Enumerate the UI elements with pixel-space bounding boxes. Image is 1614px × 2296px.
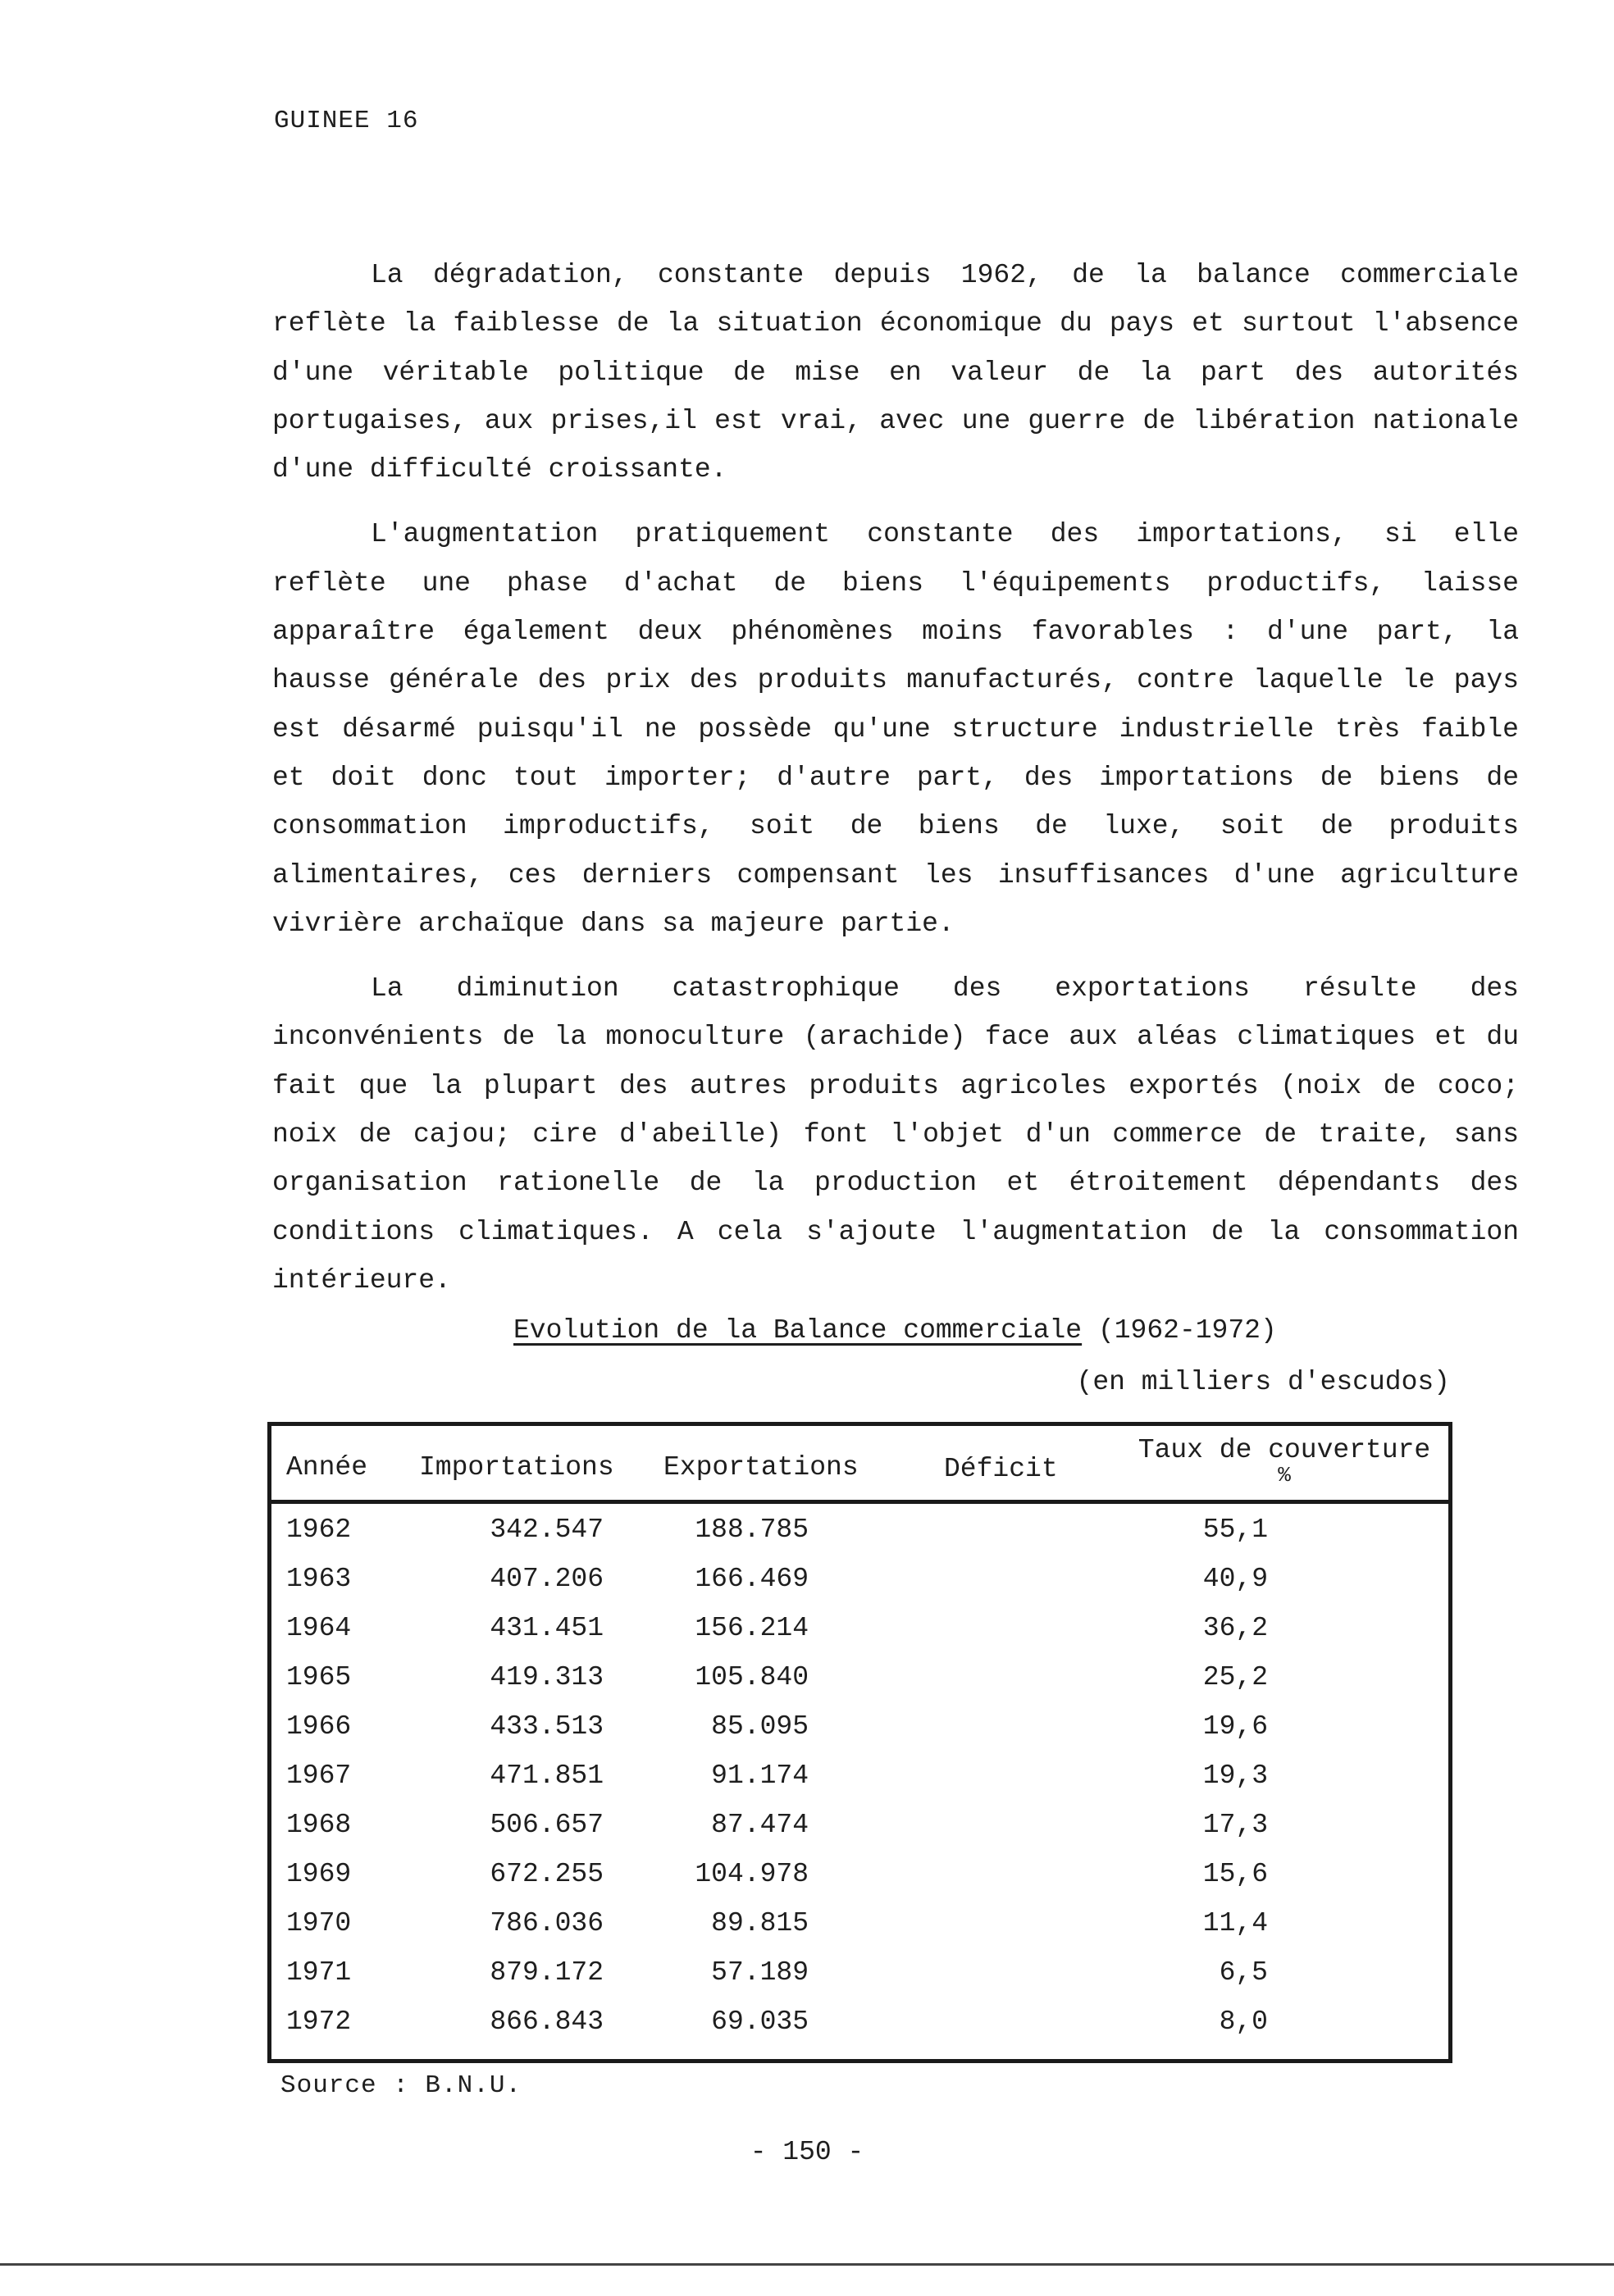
cell-imports: 433.513 bbox=[490, 1711, 604, 1742]
cell-imports: 471.851 bbox=[490, 1761, 604, 1791]
bottom-rule bbox=[0, 2263, 1614, 2266]
cell-coverage: 55,1 bbox=[1202, 1515, 1268, 1545]
column-header-coverage bbox=[1124, 1435, 1444, 1487]
cell-year: 1964 bbox=[286, 1613, 352, 1643]
cell-year: 1967 bbox=[286, 1761, 352, 1791]
column-header-imports: Importations bbox=[419, 1452, 614, 1483]
cell-exports: 85.095 bbox=[711, 1711, 809, 1742]
cell-imports: 879.172 bbox=[490, 1957, 604, 1988]
cell-coverage: 40,9 bbox=[1202, 1564, 1268, 1594]
cell-imports: 431.451 bbox=[490, 1613, 604, 1643]
table-body bbox=[271, 1515, 1448, 2056]
cell-year: 1968 bbox=[286, 1810, 352, 1840]
cell-coverage: 25,2 bbox=[1202, 1662, 1268, 1692]
cell-year: 1970 bbox=[286, 1908, 352, 1938]
table-row bbox=[271, 1613, 1448, 1662]
coverage-unit: % bbox=[1278, 1463, 1291, 1487]
cell-exports: 105.840 bbox=[695, 1662, 809, 1692]
page-number: - 150 - bbox=[750, 2137, 864, 2167]
table-title-text: Evolution de la Balance commerciale bbox=[513, 1315, 1083, 1346]
table-row bbox=[271, 1859, 1448, 1908]
cell-exports: 89.815 bbox=[711, 1908, 809, 1938]
cell-exports: 188.785 bbox=[695, 1515, 809, 1545]
cell-coverage: 8,0 bbox=[1219, 2007, 1268, 2037]
cell-year: 1962 bbox=[286, 1515, 352, 1545]
cell-coverage: 6,5 bbox=[1219, 1957, 1268, 1988]
cell-exports: 69.035 bbox=[711, 2007, 809, 2037]
table-row bbox=[271, 1957, 1448, 2007]
table-header-row bbox=[271, 1426, 1448, 1504]
table-row bbox=[271, 1761, 1448, 1810]
paragraph-3: La diminution catastrophique des exportations résulte des inconvénients de la monoculture (arachide) face aux aléas climatiques et du fait que la plupart des autres produits agricoles exportés (noix de coco; noix de cajou; cire d'abeille) font l'objet d'un commerce de traite, sans organisation rationelle de la production et étroitement dépendants des conditions climatiques. A cela s'ajoute l'augmentation de la consommation intérieure. bbox=[272, 973, 1519, 1296]
page-header: GUINEE 16 bbox=[274, 107, 419, 135]
cell-coverage: 36,2 bbox=[1202, 1613, 1268, 1643]
table-source: Source : B.N.U. bbox=[280, 2071, 522, 2100]
cell-imports: 672.255 bbox=[490, 1859, 604, 1889]
cell-imports: 786.036 bbox=[490, 1908, 604, 1938]
table-title bbox=[513, 1315, 1277, 1346]
cell-imports: 506.657 bbox=[490, 1810, 604, 1840]
cell-imports: 407.206 bbox=[490, 1564, 604, 1594]
cell-coverage: 19,3 bbox=[1202, 1761, 1268, 1791]
cell-year: 1966 bbox=[286, 1711, 352, 1742]
cell-exports: 156.214 bbox=[695, 1613, 809, 1643]
cell-imports: 419.313 bbox=[490, 1662, 604, 1692]
cell-exports: 57.189 bbox=[711, 1957, 809, 1988]
cell-exports: 91.174 bbox=[711, 1761, 809, 1791]
paragraph-1: La dégradation, constante depuis 1962, de la balance commerciale reflète la faiblesse de la situation économique du pays et surtout l'absence d'une véritable politique de mise en valeur de la part des autorités portugaises, aux prises,il est vrai, avec une guerre de libération nationale d'une difficulté croissante. bbox=[272, 260, 1519, 485]
cell-exports: 87.474 bbox=[711, 1810, 809, 1840]
cell-coverage: 17,3 bbox=[1202, 1810, 1268, 1840]
table-period: (1962-1972) bbox=[1097, 1315, 1277, 1346]
cell-year: 1971 bbox=[286, 1957, 352, 1988]
cell-exports: 104.978 bbox=[695, 1859, 809, 1889]
table-row bbox=[271, 1515, 1448, 1564]
cell-year: 1972 bbox=[286, 2007, 352, 2037]
cell-year: 1965 bbox=[286, 1662, 352, 1692]
cell-coverage: 19,6 bbox=[1202, 1711, 1268, 1742]
table-row bbox=[271, 1810, 1448, 1859]
table-row bbox=[271, 2007, 1448, 2056]
unit-note: (en milliers d'escudos) bbox=[1076, 1367, 1450, 1397]
table-row bbox=[271, 1711, 1448, 1761]
cell-imports: 866.843 bbox=[490, 2007, 604, 2037]
coverage-label: Taux de couverture bbox=[1138, 1435, 1431, 1465]
cell-coverage: 11,4 bbox=[1202, 1908, 1268, 1938]
cell-imports: 342.547 bbox=[490, 1515, 604, 1545]
trade-balance-table bbox=[267, 1422, 1452, 2063]
paragraph-2: L'augmentation pratiquement constante des importations, si elle reflète une phase d'achat de biens l'équipements productifs, laisse apparaître également deux phénomènes moins favorables : d'une part, la hausse générale des prix des produits manufacturés, contre laquelle le pays est désarmé puisqu'il ne possède qu'une structure industrielle très faible et doit donc tout importer; d'autre part, des importations de biens de consommation improductifs, soit de biens de luxe, soit de produits alimentaires, ces derniers compensant les insuffisances d'une agriculture vivrière archaïque dans sa majeure partie. bbox=[272, 519, 1519, 939]
cell-year: 1963 bbox=[286, 1564, 352, 1594]
table-row bbox=[271, 1908, 1448, 1957]
column-header-year: Année bbox=[286, 1452, 368, 1483]
cell-year: 1969 bbox=[286, 1859, 352, 1889]
cell-exports: 166.469 bbox=[695, 1564, 809, 1594]
table-row bbox=[271, 1662, 1448, 1711]
body-text bbox=[272, 251, 1519, 1321]
table-row bbox=[271, 1564, 1448, 1613]
column-header-deficit: Déficit bbox=[944, 1454, 1058, 1484]
column-header-exports: Exportations bbox=[663, 1452, 859, 1483]
cell-coverage: 15,6 bbox=[1202, 1859, 1268, 1889]
